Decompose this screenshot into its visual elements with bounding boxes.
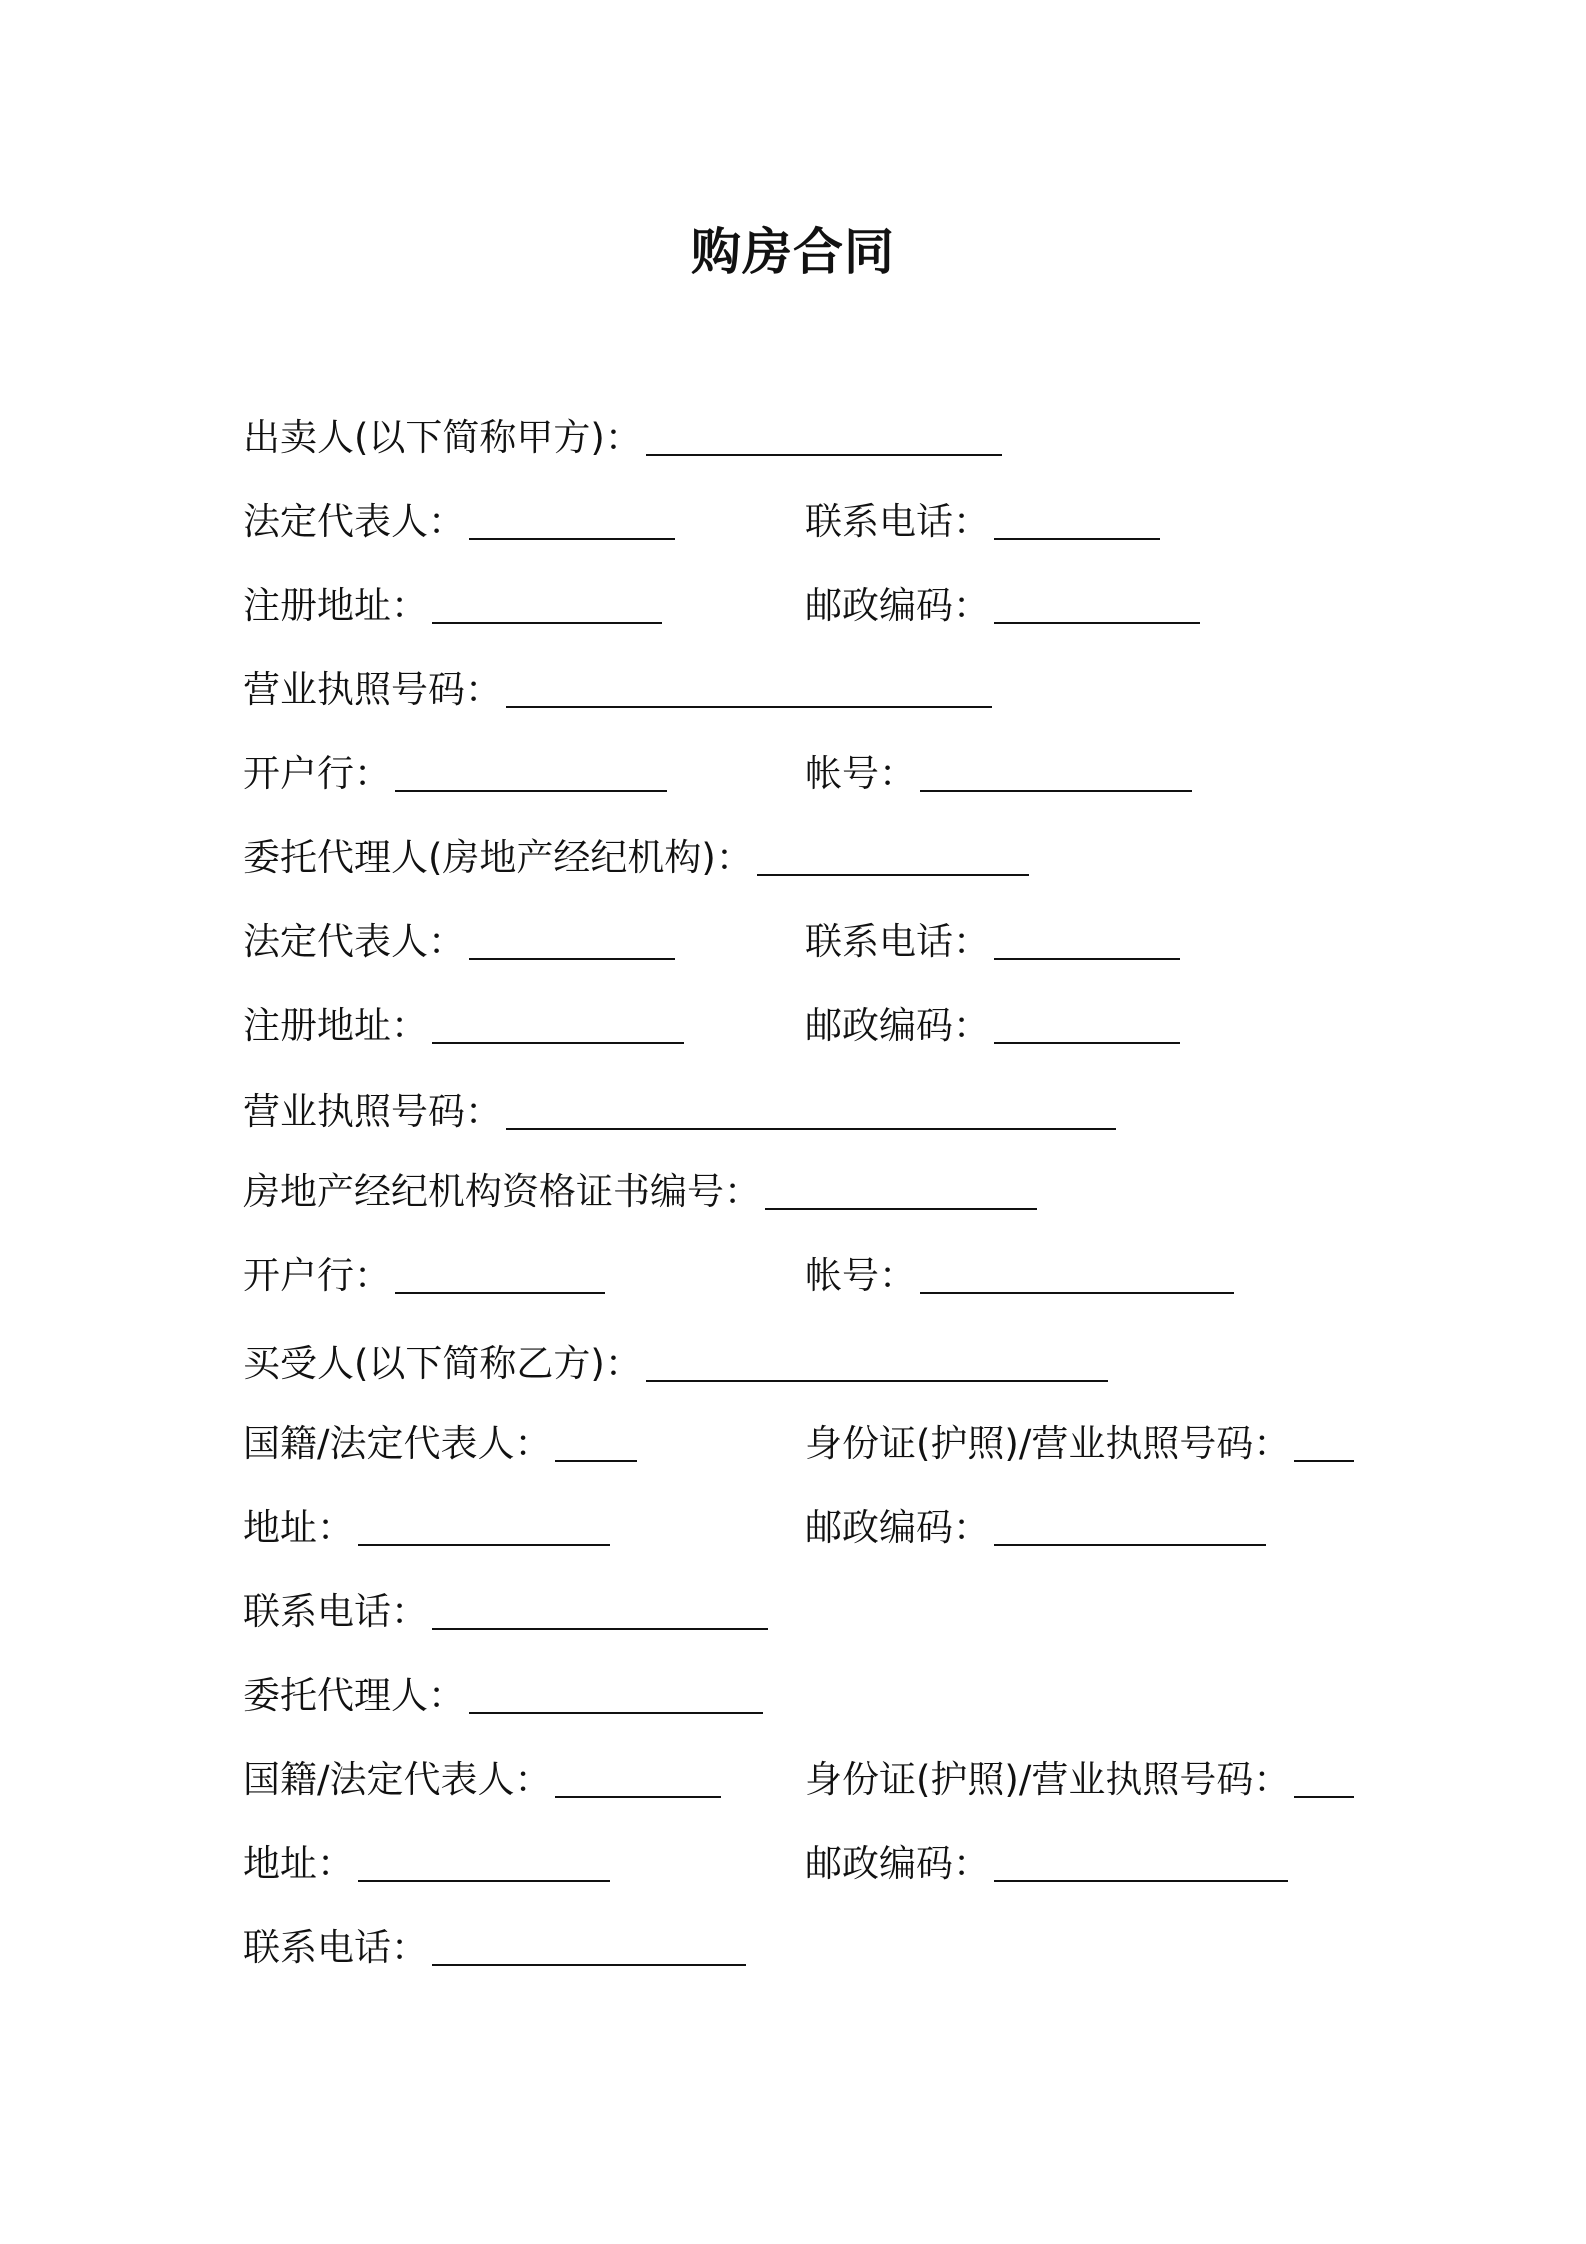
seller-postcode-field[interactable] <box>805 582 1200 630</box>
buyer-agent-nationality-label: 国籍/法定代表人： <box>243 1758 552 1801</box>
buyer-agent-id-label: 身份证(护照)/营业执照号码： <box>805 1758 1291 1801</box>
agent-address-field[interactable] <box>243 1002 684 1050</box>
buyer-agent-phone-blank[interactable] <box>432 1962 746 1966</box>
buyer-name-blank[interactable] <box>646 1378 1108 1382</box>
seller-legal-rep-label: 法定代表人： <box>243 500 465 543</box>
agent-postcode-label: 邮政编码： <box>805 1004 990 1047</box>
buyer-name-label: 买受人(以下简称乙方)： <box>243 1342 642 1385</box>
agent-cert-blank[interactable] <box>765 1206 1037 1210</box>
agent-name-label: 委托代理人(房地产经纪机构)： <box>243 836 753 879</box>
seller-license-label: 营业执照号码： <box>243 668 502 711</box>
agent-name-field[interactable] <box>243 834 1029 882</box>
buyer-address-label: 地址： <box>243 1506 354 1549</box>
buyer-nationality-blank[interactable] <box>555 1458 637 1462</box>
agent-legal-rep-blank[interactable] <box>469 956 675 960</box>
seller-address-blank[interactable] <box>432 620 662 624</box>
seller-bank-field[interactable] <box>243 750 667 798</box>
buyer-nationality-label: 国籍/法定代表人： <box>243 1422 552 1465</box>
agent-phone-label: 联系电话： <box>805 920 990 963</box>
seller-account-field[interactable] <box>805 750 1192 798</box>
agent-postcode-field[interactable] <box>805 1002 1180 1050</box>
agent-account-blank[interactable] <box>920 1290 1234 1294</box>
buyer-agent-phone-field[interactable] <box>243 1924 746 1972</box>
agent-account-field[interactable] <box>805 1252 1234 1300</box>
seller-phone-label: 联系电话： <box>805 500 990 543</box>
agent-phone-field[interactable] <box>805 918 1180 966</box>
agent-bank-field[interactable] <box>243 1252 605 1300</box>
buyer-postcode-field[interactable] <box>805 1504 1266 1552</box>
agent-address-label: 注册地址： <box>243 1004 428 1047</box>
seller-name-field[interactable] <box>243 414 1002 462</box>
buyer-agent-address-label: 地址： <box>243 1842 354 1885</box>
buyer-postcode-blank[interactable] <box>994 1542 1266 1546</box>
agent-legal-rep-field[interactable] <box>243 918 675 966</box>
agent-cert-field[interactable] <box>243 1168 1037 1216</box>
agent-name-blank[interactable] <box>757 872 1029 876</box>
seller-legal-rep-blank[interactable] <box>469 536 675 540</box>
buyer-id-blank[interactable] <box>1294 1458 1354 1462</box>
agent-phone-blank[interactable] <box>994 956 1180 960</box>
buyer-agent-name-field[interactable] <box>243 1672 763 1720</box>
seller-license-blank[interactable] <box>506 704 992 708</box>
agent-license-field[interactable] <box>243 1088 1116 1136</box>
page-title: 购房合同 <box>691 223 895 281</box>
buyer-agent-id-blank[interactable] <box>1294 1794 1354 1798</box>
seller-phone-blank[interactable] <box>994 536 1160 540</box>
buyer-agent-nationality-blank[interactable] <box>555 1794 721 1798</box>
buyer-agent-id-field[interactable] <box>805 1756 1354 1804</box>
buyer-agent-phone-label: 联系电话： <box>243 1926 428 1969</box>
agent-cert-label: 房地产经纪机构资格证书编号： <box>243 1170 761 1213</box>
seller-phone-field[interactable] <box>805 498 1160 546</box>
seller-license-field[interactable] <box>243 666 992 714</box>
buyer-address-blank[interactable] <box>358 1542 610 1546</box>
seller-postcode-label: 邮政编码： <box>805 584 990 627</box>
buyer-agent-name-label: 委托代理人： <box>243 1674 465 1717</box>
agent-account-label: 帐号： <box>805 1254 916 1297</box>
buyer-id-label: 身份证(护照)/营业执照号码： <box>805 1422 1291 1465</box>
buyer-agent-nationality-field[interactable] <box>243 1756 721 1804</box>
agent-legal-rep-label: 法定代表人： <box>243 920 465 963</box>
buyer-name-field[interactable] <box>243 1340 1108 1388</box>
seller-address-label: 注册地址： <box>243 584 428 627</box>
buyer-phone-label: 联系电话： <box>243 1590 428 1633</box>
agent-address-blank[interactable] <box>432 1040 684 1044</box>
buyer-phone-field[interactable] <box>243 1588 768 1636</box>
agent-license-blank[interactable] <box>506 1126 1116 1130</box>
buyer-agent-postcode-field[interactable] <box>805 1840 1288 1888</box>
agent-postcode-blank[interactable] <box>994 1040 1180 1044</box>
buyer-address-field[interactable] <box>243 1504 610 1552</box>
agent-license-label: 营业执照号码： <box>243 1090 502 1133</box>
seller-postcode-blank[interactable] <box>994 620 1200 624</box>
buyer-phone-blank[interactable] <box>432 1626 768 1630</box>
buyer-id-field[interactable] <box>805 1420 1354 1468</box>
seller-name-blank[interactable] <box>646 452 1002 456</box>
seller-bank-label: 开户行： <box>243 752 391 795</box>
seller-name-label: 出卖人(以下简称甲方)： <box>243 416 642 459</box>
seller-account-label: 帐号： <box>805 752 916 795</box>
buyer-postcode-label: 邮政编码： <box>805 1506 990 1549</box>
buyer-agent-postcode-label: 邮政编码： <box>805 1842 990 1885</box>
seller-bank-blank[interactable] <box>395 788 667 792</box>
seller-legal-rep-field[interactable] <box>243 498 675 546</box>
seller-account-blank[interactable] <box>920 788 1192 792</box>
buyer-agent-name-blank[interactable] <box>469 1710 763 1714</box>
agent-bank-blank[interactable] <box>395 1290 605 1294</box>
seller-address-field[interactable] <box>243 582 662 630</box>
buyer-nationality-field[interactable] <box>243 1420 637 1468</box>
buyer-agent-postcode-blank[interactable] <box>994 1878 1288 1882</box>
agent-bank-label: 开户行： <box>243 1254 391 1297</box>
buyer-agent-address-blank[interactable] <box>358 1878 610 1882</box>
buyer-agent-address-field[interactable] <box>243 1840 610 1888</box>
